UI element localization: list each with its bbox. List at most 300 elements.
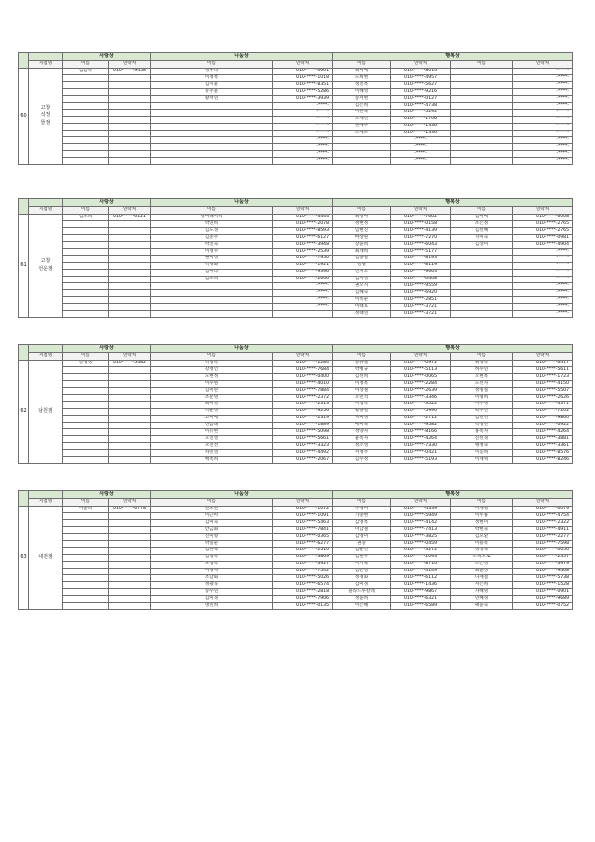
- table-row: [19, 276, 573, 283]
- happy2-contact: 010-****-2357: [513, 554, 573, 561]
- share-contact: 010-****-9256: [273, 408, 333, 415]
- happy2-name: 박현숙: [451, 527, 513, 534]
- love-contact: [109, 297, 151, 304]
- love-contact: [109, 589, 151, 596]
- table-row: [19, 513, 573, 520]
- love-contact: [109, 561, 151, 568]
- happy-contact: 010-****-3721: [391, 310, 451, 317]
- love-name: [63, 436, 109, 443]
- happy-name: 이영옥: [333, 401, 391, 408]
- happy-name: 서정주: [333, 450, 391, 457]
- share-contact: 010-****-4444: [273, 214, 333, 221]
- table-row: [19, 82, 573, 89]
- love-contact: [109, 158, 151, 165]
- share-name: 이근아: [151, 513, 273, 520]
- happy2-contact: 010-****-0050: [513, 547, 573, 554]
- love-name: [63, 109, 109, 116]
- share-contact: 010-****-7884: [273, 388, 333, 395]
- happy-contact: 010-****-1706: [391, 116, 451, 123]
- happy-contact: -****-: [391, 144, 451, 151]
- share-contact: 010-****-2646: [273, 276, 333, 283]
- share-contact: 010-****-6277: [273, 540, 333, 547]
- table-row: [19, 130, 573, 137]
- happy2-contact: 010-****-8246: [513, 456, 573, 463]
- happy2-contact: 010-****-9860: [513, 415, 573, 422]
- happy2-contact: -****-: [513, 89, 573, 96]
- share-contact-header: 연락처: [273, 207, 333, 215]
- happy2-contact: -****-: [513, 137, 573, 144]
- happy2-name: 정명실: [451, 388, 513, 395]
- happy-contact: 010-****-4339: [391, 506, 451, 513]
- share-contact: 010-****-4492: [273, 450, 333, 457]
- love-name-header: 이름: [63, 207, 109, 215]
- share-name: 이정옥: [151, 75, 273, 82]
- love-name: [63, 456, 109, 463]
- happy2-name: 김선혜: [451, 228, 513, 235]
- number-blank: [19, 491, 29, 507]
- happy-name: 임현진: [333, 228, 391, 235]
- happy2-contact: -****-: [513, 68, 573, 75]
- happy2-name: [451, 151, 513, 158]
- table-row: [19, 304, 573, 311]
- happy-name: 김순선: [333, 547, 391, 554]
- table-row: [19, 123, 573, 130]
- love-name: [63, 297, 109, 304]
- happy-name-header: 이름: [333, 353, 391, 361]
- love-name: [63, 123, 109, 130]
- happy-name: 권숭: [333, 540, 391, 547]
- table-row: [19, 527, 573, 534]
- happy2-contact: 010-****-2765: [513, 228, 573, 235]
- happy-contact: 010-****-3346: [391, 394, 451, 401]
- share-contact: 010-****-8593: [273, 228, 333, 235]
- love-contact: [109, 602, 151, 609]
- happy-name: 이상철: [333, 388, 391, 395]
- happy2-contact: -****-: [513, 109, 573, 116]
- table-row: [19, 394, 573, 401]
- share-name: [151, 297, 273, 304]
- happy-name: 김영미: [333, 534, 391, 541]
- happy-contact: 010-****-7330: [391, 443, 451, 450]
- love-name-header: 이름: [63, 353, 109, 361]
- love-name: [63, 540, 109, 547]
- table-row: [19, 415, 573, 422]
- happy-contact: 010-****-0421: [391, 450, 451, 457]
- share-name: [151, 290, 273, 297]
- happy2-contact: -****-: [513, 297, 573, 304]
- love-contact: [109, 429, 151, 436]
- happy2-name: 정성숙: [451, 547, 513, 554]
- love-name: [63, 75, 109, 82]
- love-contact: [109, 547, 151, 554]
- share-contact: -****-: [273, 102, 333, 109]
- happy2-name: [451, 283, 513, 290]
- love-name: [63, 89, 109, 96]
- love-name: [63, 228, 109, 235]
- happy2-contact: 010-****-0901: [513, 589, 573, 596]
- table-row: [19, 283, 573, 290]
- love-name: [63, 367, 109, 374]
- happy2-name-header: 이름: [451, 61, 513, 69]
- share-contact: -****-: [273, 144, 333, 151]
- happy2-contact: 010-****-6417: [513, 360, 573, 367]
- happy-contact-header: 연락처: [391, 499, 451, 507]
- share-contact: 010-****-7841: [273, 527, 333, 534]
- love-contact: 010-****-6778: [109, 506, 151, 513]
- happy-contact: 010-****-2712: [391, 415, 451, 422]
- share-name: 박진숙: [151, 242, 273, 249]
- happy2-name: [451, 75, 513, 82]
- happy-contact: 010-****-0459: [391, 540, 451, 547]
- category-share: 나눔상: [151, 491, 333, 499]
- happy-name: 이한숙: [333, 109, 391, 116]
- table-row: [19, 137, 573, 144]
- table-row: [19, 575, 573, 582]
- happy-name: 강철: [333, 262, 391, 269]
- happy2-name: [451, 102, 513, 109]
- number-blank: [19, 345, 29, 361]
- award-table-61: [18, 198, 573, 318]
- love-name: [63, 554, 109, 561]
- love-contact: [109, 123, 151, 130]
- happy2-name: [451, 310, 513, 317]
- happy2-name: 노선자: [451, 381, 513, 388]
- share-name: 박일순: [151, 540, 273, 547]
- happy-name: 정양자: [333, 429, 391, 436]
- love-contact: 010-****-6121: [109, 214, 151, 221]
- happy-name-header: 이름: [333, 61, 391, 69]
- happy2-contact: -****-: [513, 283, 573, 290]
- happy-contact: 010-****-1336: [391, 123, 451, 130]
- happy-contact: -****-: [391, 158, 451, 165]
- share-contact: 010-****-2319: [273, 415, 333, 422]
- happy-name: 황종렬: [333, 408, 391, 415]
- happy2-name: 이동희: [451, 450, 513, 457]
- share-name: 명민희: [151, 602, 273, 609]
- happy-name: 현예수: [333, 123, 391, 130]
- award-number: 60: [19, 68, 29, 164]
- share-name: 이정수: [151, 248, 273, 255]
- happy2-contact: 010-****-3979: [513, 561, 573, 568]
- love-contact: [109, 116, 151, 123]
- happy2-contact-header: 연락처: [513, 61, 573, 69]
- happy2-contact: 010-****-8576: [513, 450, 573, 457]
- love-contact: [109, 582, 151, 589]
- happy2-contact: -****-: [513, 102, 573, 109]
- share-name: 김한숙: [151, 547, 273, 554]
- happy2-name: 팩윤숙: [451, 602, 513, 609]
- share-name: 정우라: [151, 68, 273, 75]
- happy2-name: [451, 262, 513, 269]
- happy2-name: [451, 137, 513, 144]
- share-contact: 010-****-1018: [273, 75, 333, 82]
- share-name: 신미향: [151, 534, 273, 541]
- share-contact: 010-****-7950: [273, 255, 333, 262]
- share-contact: -****-: [273, 297, 333, 304]
- love-contact: [109, 415, 151, 422]
- love-contact: 010-****-5482: [109, 360, 151, 367]
- share-name: [151, 158, 273, 165]
- happy2-contact: 010-****-9468: [513, 568, 573, 575]
- happy-contact: 010-****-3272: [391, 547, 451, 554]
- happy-name: 조재도: [333, 130, 391, 137]
- share-name: 백옥희: [151, 456, 273, 463]
- table-row: [19, 582, 573, 589]
- award-number: 63: [19, 506, 29, 609]
- happy-name: 최재희: [333, 248, 391, 255]
- happy2-name: [451, 248, 513, 255]
- share-name: 박연희: [151, 221, 273, 228]
- happy-contact: 010-****-0408: [391, 276, 451, 283]
- share-contact: 010-****-3939: [273, 96, 333, 103]
- happy-contact: 010-****-6043: [391, 242, 451, 249]
- happy-contact: 010-****-1093: [391, 554, 451, 561]
- love-name: [63, 520, 109, 527]
- share-contact: 010-****-3323: [273, 443, 333, 450]
- happy-contact: 010-****-5113: [391, 367, 451, 374]
- happy-name: 신지오: [333, 269, 391, 276]
- love-name: [63, 513, 109, 520]
- love-name: [63, 151, 109, 158]
- love-name: 강정경: [63, 360, 109, 367]
- share-name: 송수연: [151, 589, 273, 596]
- happy-contact-header: 연락처: [391, 207, 451, 215]
- happy-name: 이은혜: [333, 602, 391, 609]
- happy2-contact: 010-****-3881: [513, 436, 573, 443]
- share-name: [151, 102, 273, 109]
- share-name: [151, 123, 273, 130]
- branch-column-header: 지점명: [29, 353, 63, 361]
- love-contact: [109, 262, 151, 269]
- love-contact: [109, 276, 151, 283]
- happy-name: 추경미: [333, 506, 391, 513]
- share-name: 이유현: [151, 429, 273, 436]
- happy2-name: [451, 297, 513, 304]
- happy2-name: 조은정: [451, 561, 513, 568]
- happy2-name: 이명희: [451, 394, 513, 401]
- happy2-contact: 010-****-4754: [513, 513, 573, 520]
- happy2-contact: 010-****-3361: [513, 443, 573, 450]
- share-contact: 010-****-5286: [273, 89, 333, 96]
- table-row: [19, 374, 573, 381]
- share-name: 박정옥: [151, 360, 273, 367]
- share-contact: 010-****-0135: [273, 602, 333, 609]
- happy2-name: [451, 116, 513, 123]
- happy-name: 김종일: [333, 255, 391, 262]
- love-name: 김금옥: [63, 68, 109, 75]
- category-happy: 행복상: [333, 345, 573, 353]
- branch-name: 고창 석정 뜰점: [29, 68, 63, 164]
- happy-contact-header: 연락처: [391, 353, 451, 361]
- happy2-contact-header: 연락처: [513, 207, 573, 215]
- happy2-name: [451, 96, 513, 103]
- happy-contact: 010-****-3721: [391, 304, 451, 311]
- love-contact: [109, 520, 151, 527]
- branch-header-blank: [29, 491, 63, 499]
- happy-contact: 010-****-2851: [391, 297, 451, 304]
- happy-name: [333, 158, 391, 165]
- love-name: [63, 82, 109, 89]
- share-name: 김미란: [151, 388, 273, 395]
- happy2-name: [451, 130, 513, 137]
- share-name-header: 이름: [151, 61, 273, 69]
- share-contact: 010-****-0365: [273, 534, 333, 541]
- share-contact: 010-****-0400: [273, 374, 333, 381]
- table-row: [19, 547, 573, 554]
- love-name: [63, 102, 109, 109]
- love-contact: [109, 109, 151, 116]
- share-contact: 010-****-5026: [273, 575, 333, 582]
- happy2-contact: 010-****-4371: [513, 401, 573, 408]
- share-contact: 010-****-3927: [273, 561, 333, 568]
- love-name: [63, 283, 109, 290]
- love-contact: [109, 388, 151, 395]
- branch-column-header: 지점명: [29, 61, 63, 69]
- happy-name: 오재선: [333, 116, 391, 123]
- love-name: [63, 443, 109, 450]
- category-share: 나눔상: [151, 53, 333, 61]
- love-contact: [109, 130, 151, 137]
- branch-header-blank: [29, 199, 63, 207]
- happy-name: 김혜숙: [333, 290, 391, 297]
- happy2-name: 최정옥: [451, 360, 513, 367]
- happy2-name: [451, 276, 513, 283]
- happy2-name-header: 이름: [451, 353, 513, 361]
- love-contact: [109, 436, 151, 443]
- happy2-contact: 010-****-4904: [513, 242, 573, 249]
- happy-contact: 010-****-8166: [391, 429, 451, 436]
- share-name: 신금례: [151, 422, 273, 429]
- happy-contact: 010-****-2639: [391, 388, 451, 395]
- happy-name: 김선희: [333, 374, 391, 381]
- happy2-name: [451, 158, 513, 165]
- happy-name: 김은희: [333, 102, 391, 109]
- happy2-contact: -****-: [513, 158, 573, 165]
- table-row: [19, 429, 573, 436]
- happy-name: 가충현: [333, 513, 391, 520]
- happy-name: 배미숙: [333, 422, 391, 429]
- share-name: [151, 283, 273, 290]
- love-contact: [109, 527, 151, 534]
- share-contact: 010-****-6127: [273, 235, 333, 242]
- happy-contact: 010-****-3522: [391, 401, 451, 408]
- share-name: 이경자: [151, 568, 273, 575]
- love-name: [63, 381, 109, 388]
- love-contact: [109, 89, 151, 96]
- happy-name: 이정옥: [333, 381, 391, 388]
- love-name: [63, 527, 109, 534]
- share-contact: 010-****-7542: [273, 568, 333, 575]
- share-name: [151, 151, 273, 158]
- table-row: [19, 534, 573, 541]
- love-name: [63, 568, 109, 575]
- love-name: [63, 269, 109, 276]
- share-contact: 010-****-0601: [273, 68, 333, 75]
- love-contact: [109, 394, 151, 401]
- table-row: [19, 221, 573, 228]
- love-contact: [109, 96, 151, 103]
- love-contact: [109, 102, 151, 109]
- share-name: 유주윤: [151, 89, 273, 96]
- love-contact-header: 연락처: [109, 207, 151, 215]
- happy2-name-header: 이름: [451, 499, 513, 507]
- award-table-60: [18, 52, 573, 165]
- branch-name: 고창 선운점: [29, 214, 63, 317]
- table-row: [19, 68, 573, 75]
- share-name: [151, 116, 273, 123]
- love-name: [63, 408, 109, 415]
- happy2-contact: 010-****-0079: [513, 506, 573, 513]
- happy2-name: 김상미: [451, 242, 513, 249]
- happy2-name: 조은정: [451, 221, 513, 228]
- share-contact: 010-****-2818: [273, 589, 333, 596]
- happy2-name: [451, 68, 513, 75]
- happy-name: 정현정: [333, 221, 391, 228]
- happy-name: [333, 151, 391, 158]
- happy2-contact: 010-****-6008: [513, 214, 573, 221]
- love-name: 이윤희: [63, 506, 109, 513]
- share-name: 김도희: [151, 276, 273, 283]
- love-name: [63, 255, 109, 262]
- share-name: 김도경: [151, 228, 273, 235]
- happy-contact: 010-****-4264: [391, 436, 451, 443]
- table-row: [19, 561, 573, 568]
- happy2-name: 이부경: [451, 401, 513, 408]
- table-row: [19, 381, 573, 388]
- share-name: 김영옥: [151, 554, 273, 561]
- happy2-contact: 010-****-4150: [513, 381, 573, 388]
- happy-contact: 010-****-4139: [391, 228, 451, 235]
- love-name: [63, 602, 109, 609]
- happy2-contact: 010-****-2765: [513, 221, 573, 228]
- happy-contact: 010-****-9216: [391, 89, 451, 96]
- happy-contact: 010-****-4738: [391, 102, 451, 109]
- love-name: [63, 158, 109, 165]
- happy2-name: 최윤정: [451, 568, 513, 575]
- love-contact: [109, 381, 151, 388]
- happy2-name: 김미애: [451, 214, 513, 221]
- love-name: [63, 429, 109, 436]
- share-name: 안금화: [151, 527, 273, 534]
- table-row: [19, 602, 573, 609]
- happy2-name: 이재혁: [451, 456, 513, 463]
- table-row: [19, 96, 573, 103]
- love-name: [63, 137, 109, 144]
- happy-name: 블라느투칼레: [333, 589, 391, 596]
- happy-name: 정진옥: [333, 82, 391, 89]
- share-name: 정광욱: [151, 582, 273, 589]
- happy2-name: [451, 269, 513, 276]
- share-contact: 010-****-5463: [273, 520, 333, 527]
- branch-name: 남원점: [29, 360, 63, 463]
- share-name: [151, 304, 273, 311]
- happy2-contact: 010-****-5611: [513, 367, 573, 374]
- happy-contact: 010-****-5193: [391, 456, 451, 463]
- table-row: [19, 75, 573, 82]
- love-contact: [109, 82, 151, 89]
- love-contact: [109, 367, 151, 374]
- share-name: 차민영: [151, 450, 273, 457]
- table-row: [19, 540, 573, 547]
- happy2-contact: 010-****-4264: [513, 429, 573, 436]
- table-row: [19, 151, 573, 158]
- happy-name: 김근영: [333, 568, 391, 575]
- happy2-contact: -****-: [513, 144, 573, 151]
- love-contact: [109, 554, 151, 561]
- love-name: [63, 374, 109, 381]
- happy-name: 김지영: [333, 276, 391, 283]
- happy-name-header: 이름: [333, 207, 391, 215]
